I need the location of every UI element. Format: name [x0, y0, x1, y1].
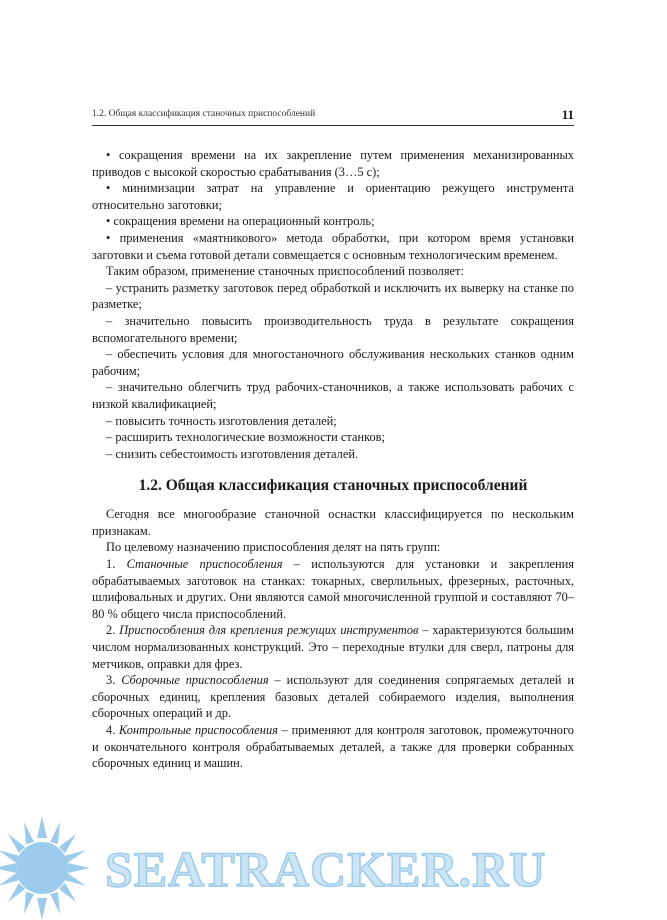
group-text: – применяют для контроля заготовок, промежуточного и окончательного контроля обрабатываемых деталей, а также для проверки собранных сборочных единиц и машин. — [92, 723, 574, 771]
bullet-marker: • — [106, 230, 111, 245]
bullet-marker: • — [106, 148, 111, 162]
sun-logo-icon — [0, 806, 110, 920]
group-number: 2. — [106, 623, 116, 638]
bullet-text: сокращения времени на их закрепление путем применения механизированных приводов с высокой скоростью срабатывания (3…5 с); — [92, 148, 574, 179]
group-term: Станочные приспособления — [126, 557, 283, 572]
dash-marker: – — [106, 313, 113, 328]
paragraph: Таким образом, применение станочных приспособлений позволяет: — [106, 264, 464, 279]
group-text: – используются для установки и закрепления обрабатываемых заготовок на станках: токарных, сверлильных, фрезерных, расточных, шлифовальных и других. Они являются самой многочисленной группой и составляют 70–80 % общего числа приспособлений. — [92, 557, 574, 621]
bullet-marker: • — [106, 181, 111, 196]
group-term: Приспособления для крепления режущих инструментов — [119, 623, 419, 638]
group-paragraph — [92, 556, 574, 622]
dash-text: устранить разметку заготовок перед обработкой и исключить их выверку на станке по разметке; — [92, 280, 574, 312]
paragraph: Сегодня все многообразие станочной оснастки классифицируется по нескольким признакам. — [92, 507, 574, 538]
page-header — [92, 109, 574, 126]
dash-marker: – — [106, 280, 113, 295]
bullet-text: сокращения времени на операционный контроль; — [113, 214, 375, 229]
page-number: 11 — [561, 107, 574, 122]
dash-paragraph — [92, 346, 574, 379]
bullet-paragraph — [92, 180, 574, 213]
section-heading: 1.2. Общая классификация станочных приспособлений — [138, 477, 528, 495]
dash-marker: – — [106, 413, 113, 428]
watermark-text: SEATRACKER.RU — [105, 841, 547, 897]
bullet-marker: • — [106, 214, 111, 229]
paragraph: По целевому назначению приспособления делят на пять групп: — [106, 540, 441, 555]
group-number: 3. — [106, 673, 116, 688]
bullet-text: применения «маятникового» метода обработки, при котором время установки заготовки и съема готовой детали совмещается с основным технологическим временем. — [92, 230, 574, 262]
group-text: – используют для соединения сопрягаемых деталей и сборочных единиц, крепления базовых деталей собираемого изделия, выполнения сборочных операций и др. — [92, 673, 574, 721]
dash-paragraph — [92, 280, 574, 313]
dash-paragraph — [92, 413, 574, 430]
group-term: Сборочные приспособления — [121, 673, 269, 688]
bullet-paragraph — [92, 147, 574, 180]
group-text: – характеризуются большим числом нормализованных конструкций. Это – переходные втулки для сверл, патроны для метчиков, оправки для фрез. — [92, 623, 574, 671]
group-number: 1. — [106, 557, 116, 572]
group-paragraph — [92, 722, 574, 772]
dash-paragraph — [92, 429, 574, 446]
dash-text: расширить технологические возможности станков; — [115, 430, 385, 445]
group-paragraph — [92, 622, 574, 672]
bullet-paragraph — [92, 213, 574, 230]
dash-marker: – — [106, 430, 113, 445]
group-number: 4. — [106, 723, 116, 737]
dash-text: значительно облегчить труд рабочих-станочников, а также использовать рабочих с низкой квалификацией; — [92, 380, 574, 411]
running-title: 1.2. Общая классификация станочных приспособлений — [92, 109, 316, 119]
watermark — [0, 806, 667, 920]
dash-text: значительно повысить производительность труда в результате сокращения вспомогательного времени; — [92, 313, 574, 345]
dash-text: повысить точность изготовления деталей; — [115, 413, 337, 428]
dash-paragraph — [92, 313, 574, 346]
group-term: Контрольные приспособления — [119, 723, 278, 737]
dash-marker: – — [106, 380, 113, 395]
group-paragraph — [92, 672, 574, 722]
dash-marker: – — [106, 446, 113, 461]
bullet-paragraph — [92, 230, 574, 263]
dash-paragraph — [92, 379, 574, 412]
dash-text: обеспечить условия для многостаночного обслуживания нескольких станков одним рабочим; — [92, 347, 574, 378]
dash-marker: – — [106, 347, 113, 362]
dash-paragraph — [92, 446, 574, 463]
dash-text: снизить себестоимость изготовления деталей. — [115, 446, 359, 461]
body-text — [92, 147, 574, 772]
bullet-text: минимизации затрат на управление и ориентацию режущего инструмента относительно заготовки; — [92, 181, 574, 212]
